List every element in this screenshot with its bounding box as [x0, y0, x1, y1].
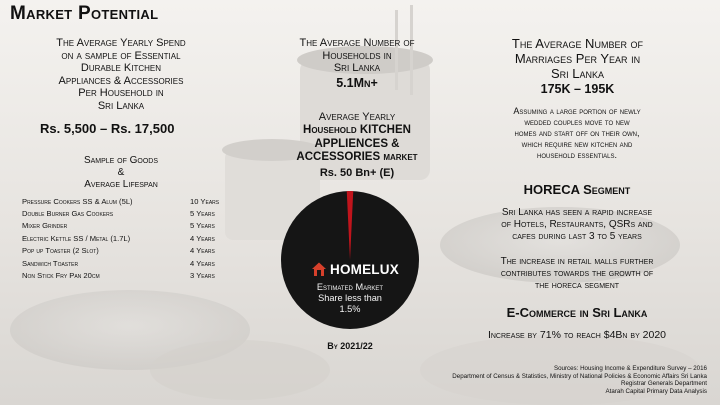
yearly-spend-line: Sri Lanka	[97, 99, 145, 112]
share-text-line: Estimated Market	[316, 282, 384, 292]
yearly-spend-heading	[5, 37, 237, 112]
marriages-line: The Average Number of	[511, 36, 644, 51]
goods-item: Double Burner Gas Cookers	[22, 209, 114, 219]
table-row	[22, 207, 219, 219]
marriages-line: Marriages Per Year in	[514, 50, 641, 66]
yearly-spend-line: Durable Kitchen	[80, 62, 162, 74]
goods-lifespan: 4 Years	[190, 233, 215, 243]
horeca-paragraph-1	[462, 207, 692, 243]
table-row	[22, 195, 219, 207]
market-heading-line: APPLIENCES &	[314, 137, 400, 150]
marriages-note-line: Assuming a large portion of newly	[513, 106, 641, 116]
table-row	[22, 257, 219, 269]
yearly-spend-line: Appliances & Accessories	[58, 74, 184, 87]
share-text-line: Share less than	[318, 292, 382, 303]
marriages-heading	[470, 37, 685, 81]
goods-lifespan: 5 Years	[190, 221, 215, 231]
share-text	[290, 282, 410, 314]
horeca-paragraph-2	[462, 256, 692, 292]
horeca-line: of Hotels, Restaurants, QSRs and	[501, 219, 653, 230]
sources-note	[452, 365, 707, 396]
goods-item: Pop up Toaster (2 Slot)	[22, 246, 99, 256]
marriages-line: Sri Lanka	[550, 65, 605, 81]
slide-title: Market Potential	[10, 3, 159, 24]
marriages-note-line: household essentials.	[536, 150, 618, 160]
goods-lifespan: 5 Years	[190, 209, 215, 219]
horeca-title: HORECA Segment	[523, 182, 631, 197]
goods-heading	[5, 155, 237, 191]
table-row	[22, 232, 219, 244]
market-line: Average Yearly	[318, 111, 396, 123]
goods-item: Sandwich Toaster	[22, 258, 79, 268]
households-line: Households in	[322, 49, 392, 62]
goods-lifespan: 10 Years	[190, 196, 220, 206]
ecommerce-title: E-Commerce in Sri Lanka	[506, 305, 648, 320]
goods-heading-line: Average Lifespan	[84, 179, 158, 190]
goods-heading-line: &	[117, 167, 125, 178]
goods-heading-line: Sample of Goods	[83, 155, 159, 166]
goods-item: Mixer Grinder	[22, 221, 68, 231]
market-value: Rs. 50 Bn+ (E)	[319, 167, 395, 179]
goods-item: Pressure Cookers SS & Alum (5L)	[22, 196, 133, 206]
marriages-note-line: wedded couples move to new	[524, 117, 630, 127]
households-line: Sri Lanka	[333, 62, 381, 74]
goods-lifespan: 3 Years	[190, 271, 215, 281]
brand-name: HOMELUX	[330, 261, 399, 277]
homelux-logo	[311, 261, 399, 277]
goods-lifespan: 4 Years	[190, 258, 215, 268]
goods-lifespan-table	[22, 195, 219, 282]
horeca-line: the horeca segment	[534, 280, 620, 291]
source-line: Atarah Capital Primary Data Analysis	[605, 388, 707, 396]
table-row	[22, 220, 219, 232]
yearly-spend-line: on a sample of Essential	[61, 49, 181, 62]
market-heading-line: Household KITCHEN	[303, 124, 411, 136]
yearly-spend-range: Rs. 5,500 – Rs. 17,500	[40, 121, 175, 136]
marriages-value: 175K – 195K	[540, 82, 615, 96]
ecommerce-text: Increase by 71% to reach $4Bn by 2020	[487, 329, 667, 341]
horeca-line: cafes during last 3 to 5 years	[512, 231, 642, 242]
source-line: Registrar Generals Department	[621, 380, 707, 388]
table-row	[22, 269, 219, 281]
households-value: 5.1Mn+	[336, 76, 378, 90]
source-line: Department of Census & Statistics, Ministry of National Policies & Economic Affairs Sri Lanka	[452, 372, 707, 380]
yearly-spend-line: Per Household in	[78, 87, 164, 99]
households-heading	[262, 37, 452, 75]
marriages-note-line: homes and start off on their own,	[514, 128, 640, 138]
goods-item: Non Stick Fry Pan 20cm	[22, 271, 100, 281]
goods-item: Electric Kettle SS / Metal (1.7L)	[22, 233, 131, 243]
share-text-line: 1.5%	[339, 303, 361, 314]
marriages-note	[462, 106, 692, 161]
horeca-line: contributes towards the growth of	[500, 268, 654, 279]
horeca-line: The increase in retail malls further	[500, 256, 654, 267]
table-row	[22, 245, 219, 257]
market-heading	[262, 124, 452, 165]
goods-lifespan: 4 Years	[190, 246, 215, 256]
share-year: By 2021/22	[327, 341, 373, 351]
market-heading-line: ACCESSORIES market	[296, 151, 418, 163]
horeca-line: Sri Lanka has seen a rapid increase	[501, 207, 653, 218]
marriages-note-line: which require new kitchen and	[521, 139, 633, 149]
source-line: Sources: Housing Income & Expenditure Survey – 2016	[553, 365, 707, 372]
yearly-spend-line: The Average Yearly Spend	[56, 37, 186, 49]
home-icon	[311, 261, 327, 277]
households-line: The Average Number of	[299, 37, 415, 49]
